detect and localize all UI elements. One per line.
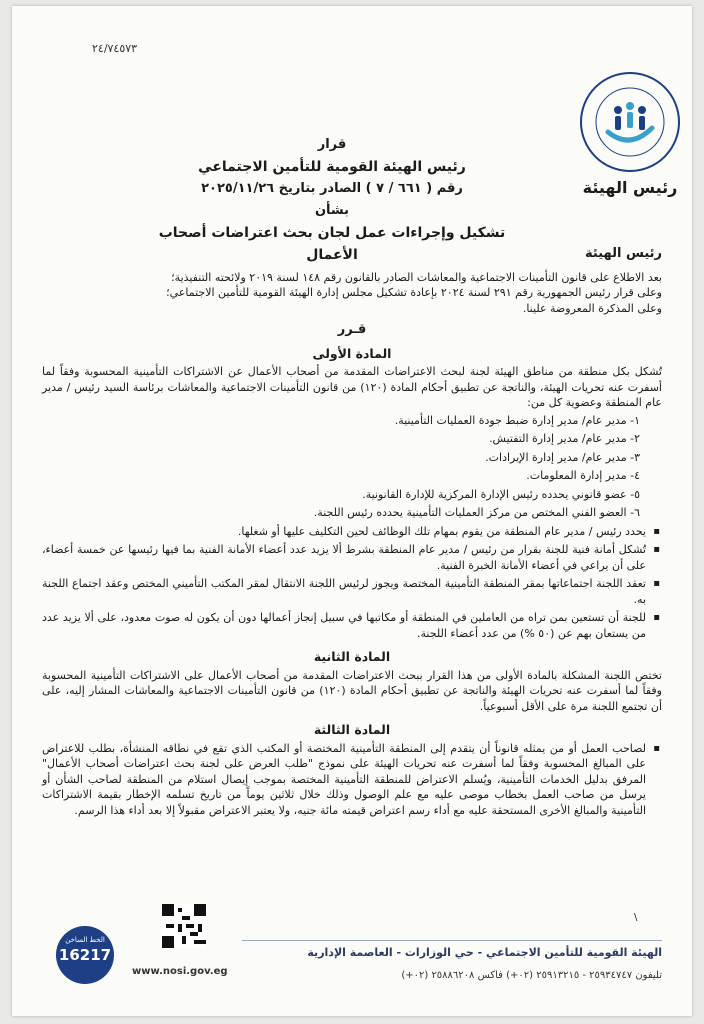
committee-members-list [42,413,640,521]
nosi-seal-logo-icon [578,70,682,174]
hotline-number: 16217 [58,946,112,964]
member-item: ٥- عضو قانوني يحدده رئيس الإدارة المركزية للإدارة القانونية. [362,487,640,501]
member-item: ١- مدير عام/ مدير إدارة ضبط جودة العمليات التأمينية. [394,413,640,427]
preamble-line: وعلى المذكرة المعروضة علينا. [522,301,662,315]
hotline-label: الخط الساخن [65,936,105,944]
preamble-title: رئيس الهيئة [585,246,662,261]
footer-address: الهيئة القومية للتأمين الاجتماعي - حي الوزارات - العاصمة الإدارية [307,946,662,959]
footer-divider [242,940,662,941]
bullet-item: ▪ لصاحب العمل أو من يمثله قانوناً أن يتقدم إلى المنطقة التأمينية المختصة أو المكتب الذي تقع في نطاقه المنشأة، بطلب للاعتراض على المبالغ المحسوبة وفقاً لما أسفرت عنه تحريات الهيئة على نموذج "طلب العرض على لجنة بحث اعتراضات أصحاب الأعمال" المرفق بدليل الخدمات التأمينية، ويُسلم الاعتراض للمنطقة التأمينية المختصة بموجب إيصال استلام من المنطقة لصاحب الشأن أو يرسل من صاحب العمل بخطاب موصى عليه مع علم الوصول وذلك خلال ثلاثين يوماً من تاريخ تسلمه الإخطار بقيمة الاشتراكات التأمينية والمبالغ الأخرى المستحقة عليه مع أداء رسم اعتراض قيمته مائة جنيه، ولا يعتبر الاعتراض مقبولاً إلا بعد أداء هذا الرسم. [42,741,646,819]
decree-subject: تشكيل وإجراءات عمل لجان بحث اعتراضات أصحاب الأعمال [158,225,506,263]
decree-issuer: رئيس الهيئة القومية للتأمين الاجتماعي [198,159,466,175]
preamble-line: وعلى قرار رئيس الجمهورية رقم ٢٩١ لسنة ٢٠٢٤ بإعادة تشكيل مجلس إدارة الهيئة القومية للتأمين الاجتماعي؛ [166,286,662,299]
page-mark: \ [634,912,638,923]
article-2-text: تختص اللجنة المشكلة بالمادة الأولى من هذا القرار ببحث الاعتراضات المقدمة من أصحاب الأعمال على الاشتراكات التأمينية المحسوبة وفقاً لما أسفرت عنه تحريات الهيئة والناتجة عن تطبيق أحكام المادة (١٢٠) من قانون التأمينات الاجتماعية والمعاشات المشار إليه، على أن تجتمع اللجنة مرة على الأقل أسبوعياً. [42,668,662,713]
member-item: ٣- مدير عام/ مدير إدارة الإيرادات. [485,450,640,464]
bullet-item: ▪ تُشكل أمانة فنية للجنة بقرار من رئيس / مدير عام المنطقة بشرط ألا يزيد عدد أعضاء الأمانة الفنية بما فيها رئيسها عن خمسة أعضاء، على أن يراعي في أعضاء الأمانة الخبرة الفنية. [42,542,646,573]
bullet-item: ▪ يحدد رئيس / مدير عام المنطقة من يقوم بمهام تلك الوظائف لحين التكليف عليها أو شغلها. [42,524,646,540]
preamble-line: بعد الاطلاع على قانون التأمينات الاجتماعية والمعاشات الصادر بالقانون رقم ١٤٨ لسنة ٢٠١٩ ولائحته التنفيذية؛ [171,270,662,284]
qr-code-icon [162,904,206,948]
president-label: رئيس الهيئة [582,178,678,197]
decree-number: رقم ( ٦٦١ / ٧ ) الصادر بتاريخ ٢٠٢٥/١١/٢٦ [201,181,463,196]
article-1-title: المادة الأولى [312,345,392,361]
article-1-intro: تُشكل بكل منطقة من مناطق الهيئة لجنة لبحث الاعتراضات المقدمة من أصحاب الأعمال عن الاشتراكات التأمينية المحسوبة وفقاً لما أسفرت عنه تحريات الهيئة، والناتجة عن تطبيق أحكام المادة (١٢٠) من قانون التأمينات الاجتماعية والمعاشات برئاسة السيد رئيس / مدير عام المنطقة وعضوية كل من: [42,365,662,409]
member-item: ٢- مدير عام/ مدير إدارة التفتيش. [489,432,640,445]
article-2-title: المادة الثانية [313,649,391,664]
decree-type: قرار [317,137,347,152]
footer-contacts: تليفون ٢٥٩٣٤٧٤٧ - ٢٥٩١٣٢١٥ (٠٢+) فاكس ٢٥٨٨٦٢٠٨ (٠٢+) [401,970,662,981]
member-item: ٤- مدير إدارة المعلومات. [526,469,640,482]
decided-heading: قـرر [337,322,367,337]
decree-about: بشأن [314,203,350,218]
decree-body [42,246,662,821]
website-link[interactable]: www.nosi.gov.eg [132,966,228,977]
bullet-item: ▪ تعقد اللجنة اجتماعاتها بمقر المنطقة التأمينية المختصة ويجوز لرئيس اللجنة الانتقال لمقر المكتب التأميني المختص وعقد اجتماع اللجنة به. [42,576,646,607]
article-3-title: المادة الثالثة [313,722,391,737]
document-page [12,6,692,1016]
bullet-item: ▪ للجنة أن تستعين بمن تراه من العاملين في المنطقة أو مكاتبها في سبيل إنجاز أعمالها دون أن يكون له صوت معدود، على ألا يزيد عدد من يستعان بهم عن (٥٠ %) من عدد أعضاء اللجنة. [42,610,646,641]
member-item: ٦- العضو الفني المختص من مركز العمليات التأمينية يحدده رئيس اللجنة. [313,506,640,519]
reference-number: ٢٤/٧٤٥٧٣ [92,42,138,55]
hotline-badge [56,926,114,984]
article-1-bullets [42,524,662,642]
article-3-bullets [42,741,662,819]
